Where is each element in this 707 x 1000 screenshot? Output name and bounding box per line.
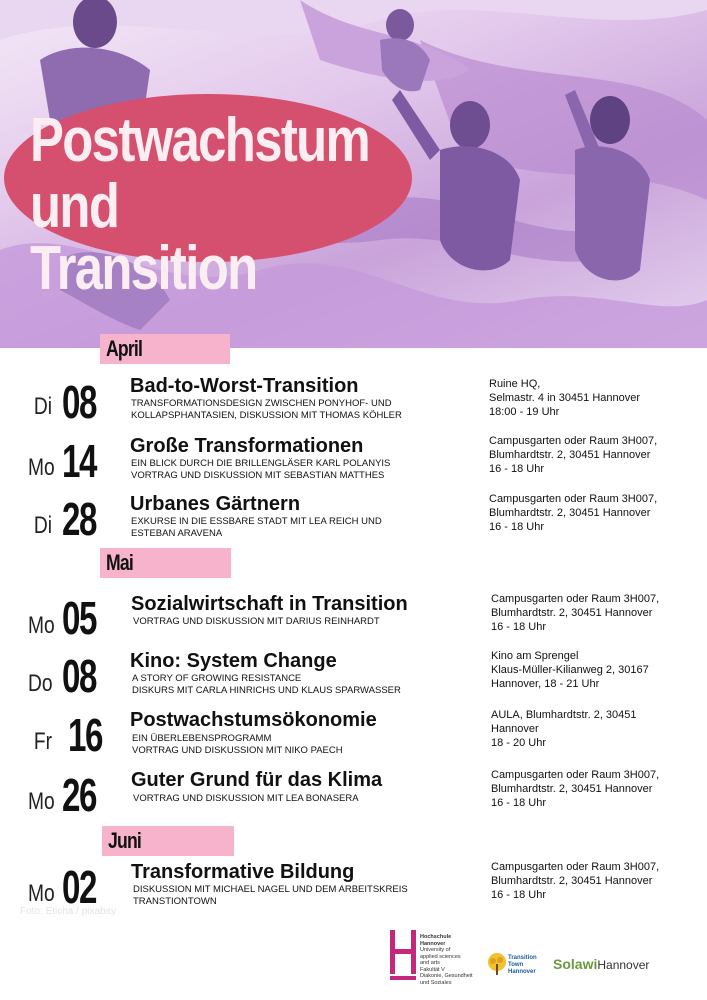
event-location: Campusgarten oder Raum 3H007, Blumhardtstr. 2, 30451 Hannover 16 - 18 Uhr	[489, 493, 658, 533]
event-date: 08	[62, 650, 96, 702]
event-title: Kino: System Change	[130, 650, 337, 672]
event-date: 16	[68, 709, 102, 761]
title-line-1: Postwachstum	[30, 106, 370, 175]
event-location: Ruine HQ, Selmastr. 4 in 30451 Hannover 18:00 - 19 Uhr	[489, 378, 641, 418]
event-title: Sozialwirtschaft in Transition	[131, 593, 408, 615]
month-april: April	[100, 334, 230, 364]
sponsor-logos	[390, 928, 690, 984]
month-mai: Mai	[100, 548, 231, 578]
transition-town-tree-icon	[485, 952, 509, 976]
event-date: 14	[62, 435, 96, 487]
event-date: 05	[62, 592, 96, 644]
hochschule-logo-text: Hochschule Hannover University of applied sciences and arts Fakultät V Diakonie, Gesundheit und Soziales	[420, 934, 473, 986]
event-description: VORTRAG UND DISKUSSION MIT LEA BONASERA	[133, 793, 359, 804]
event-weekday: Mo	[28, 454, 55, 481]
event-title: Postwachstumsökonomie	[130, 709, 377, 731]
event-description: EXKURSE IN DIE ESSBARE STADT MIT LEA REICH UND ESTEBAN ARAVENA	[131, 516, 382, 539]
event-description: TRANSFORMATIONSDESIGN ZWISCHEN PONYHOF- UND KOLLAPSPHANTASIEN, DISKUSSION MIT THOMAS KÖHLER	[131, 398, 402, 421]
event-location: AULA, Blumhardtstr. 2, 30451 Hannover 18 - 20 Uhr	[491, 709, 637, 749]
month-juni: Juni	[102, 826, 234, 856]
event-date: 02	[62, 861, 96, 913]
event-location: Campusgarten oder Raum 3H007, Blumhardtstr. 2, 30451 Hannover 16 - 18 Uhr	[491, 769, 660, 809]
event-weekday: Mo	[28, 612, 55, 639]
event-weekday: Di	[33, 393, 52, 420]
title-line-2: und Transition	[30, 172, 257, 303]
event-location: Campusgarten oder Raum 3H007, Blumhardtstr. 2, 30451 Hannover 16 - 18 Uhr	[491, 593, 660, 633]
event-description: EIN BLICK DURCH DIE BRILLENGLÄSER KARL POLANYIS VORTRAG UND DISKUSSION MIT SEBASTIAN MATTHES	[131, 458, 391, 481]
hochschule-logo-icon	[390, 930, 416, 980]
event-title: Guter Grund für das Klima	[131, 769, 383, 791]
event-title: Transformative Bildung	[131, 861, 355, 883]
event-location: Campusgarten oder Raum 3H007, Blumhardtstr. 2, 30451 Hannover 16 - 18 Uhr	[489, 435, 658, 475]
event-title: Bad-to-Worst-Transition	[130, 375, 359, 397]
event-date: 08	[62, 376, 96, 428]
transition-town-logo-text: Transition Town Hannover	[508, 955, 537, 975]
event-weekday: Mo	[28, 788, 55, 815]
event-date: 26	[62, 769, 96, 821]
event-location: Kino am Sprengel Klaus-Müller-Kilianweg 2, 30167 Hannover, 18 - 21 Uhr	[491, 650, 649, 690]
event-weekday: Fr	[33, 728, 52, 755]
event-description: EIN ÜBERLEBENSPROGRAMM VORTRAG UND DISKUSSION MIT NIKO PAECH	[132, 733, 343, 756]
event-description: A STORY OF GROWING RESISTANCE DISKURS MIT CARLA HINRICHS UND KLAUS SPARWASSER	[132, 673, 401, 696]
event-date: 28	[62, 493, 96, 545]
event-weekday: Di	[33, 512, 52, 539]
event-location: Campusgarten oder Raum 3H007, Blumhardtstr. 2, 30451 Hannover 16 - 18 Uhr	[491, 861, 660, 901]
event-description: VORTRAG UND DISKUSSION MIT DARIUS REINHARDT	[133, 616, 380, 627]
photo-credit: Foto: Eticha / pixabay	[20, 906, 117, 917]
page-title	[30, 106, 410, 303]
event-weekday: Do	[28, 670, 53, 697]
event-weekday: Mo	[28, 880, 55, 907]
event-description: DISKUSSION MIT MICHAEL NAGEL UND DEM ARBEITSKREIS TRANSTIONTOWN	[133, 884, 408, 907]
hero-illustration	[0, 0, 707, 348]
event-title: Urbanes Gärtnern	[130, 493, 301, 515]
event-title: Große Transformationen	[130, 435, 364, 457]
solawi-logo: SolawiHannover	[553, 956, 650, 972]
